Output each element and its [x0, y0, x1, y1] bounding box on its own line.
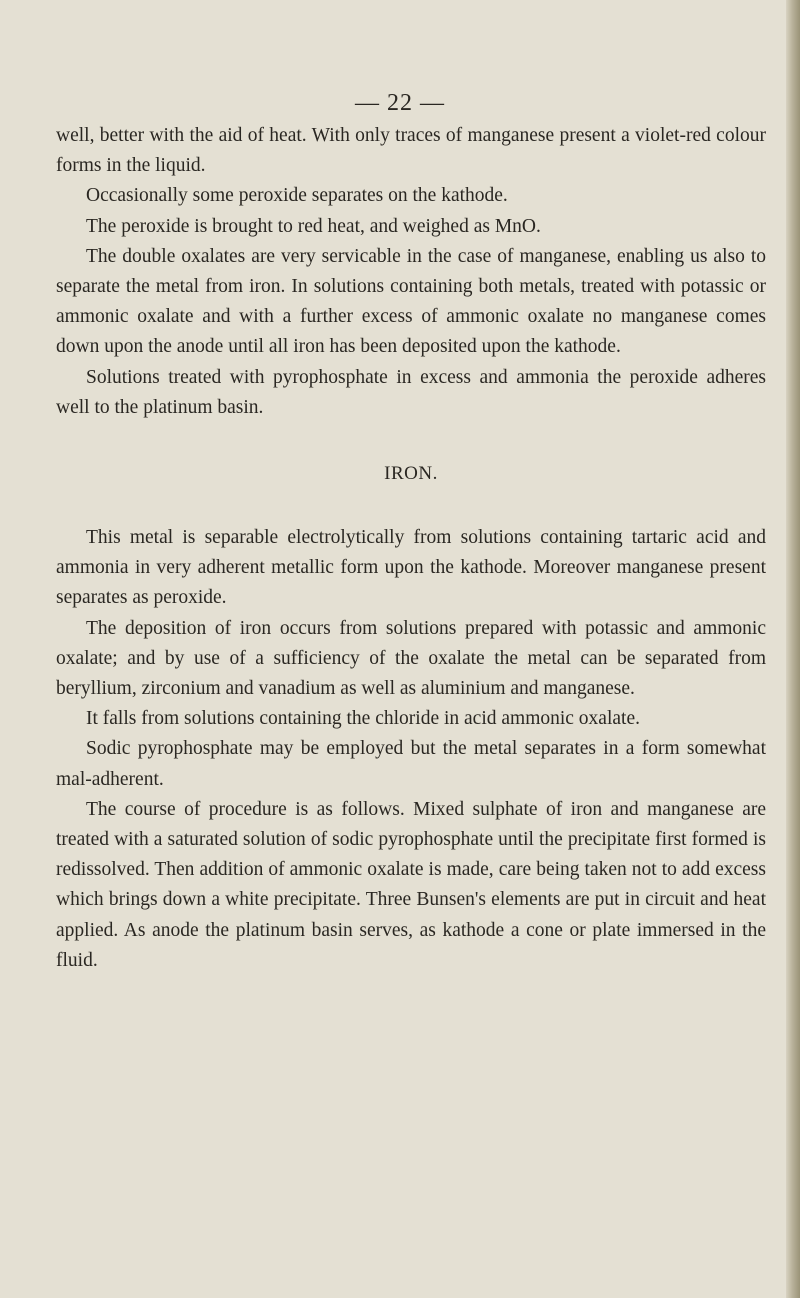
paragraph: The peroxide is brought to red heat, and weighed as MnO.	[86, 215, 541, 237]
paragraph: Occasionally some peroxide separates on the kathode.	[86, 185, 508, 207]
section-heading-iron: IRON.	[384, 463, 438, 485]
paragraph: It falls from solutions containing the chloride in acid ammonic oxalate.	[86, 708, 640, 730]
paragraph: This metal is separable electrolytically from solutions containing tartaric acid and ammonia in very adherent metallic form upon the kathode. Moreover manganese present separates as peroxide.	[56, 527, 766, 609]
page-number: — 22 —	[355, 90, 445, 116]
page-edge	[786, 0, 800, 1298]
paragraph: The double oxalates are very servicable in the case of manganese, enabling us also to separate the metal from iron. In solutions containing both metals, treated with potassic or ammonic oxalate and with a further excess of ammonic oxalate no manganese comes down upon the anode until all iron has been deposited upon the kathode.	[56, 245, 766, 358]
paragraph: The deposition of iron occurs from solutions prepared with potassic and ammonic oxalate; and by use of a sufficiency of the oxalate the metal can be separated from beryllium, zirconium and vanadium as well as aluminium and manganese.	[56, 617, 766, 700]
paragraph: Sodic pyrophosphate may be employed but the metal separates in a form somewhat mal-adherent.	[56, 738, 766, 790]
page-body	[56, 121, 766, 976]
paragraph: The course of procedure is as follows. Mixed sulphate of iron and manganese are treated with a saturated solution of sodic pyrophosphate until the precipitate first formed is redissolved. Then addition of ammonic oxalate is made, care being taken not to add excess which brings down a white precipitate. Three Bunsen's elements are put in circuit and heat applied. As anode the platinum basin serves, as kathode a cone or plate immersed in the fluid.	[56, 798, 766, 971]
paragraph-continuation: well, better with the aid of heat. With only traces of manganese present a violet-red colour forms in the liquid.	[56, 125, 766, 177]
paragraph: Solutions treated with pyrophosphate in excess and ammonia the peroxide adheres well to the platinum basin.	[56, 366, 766, 418]
